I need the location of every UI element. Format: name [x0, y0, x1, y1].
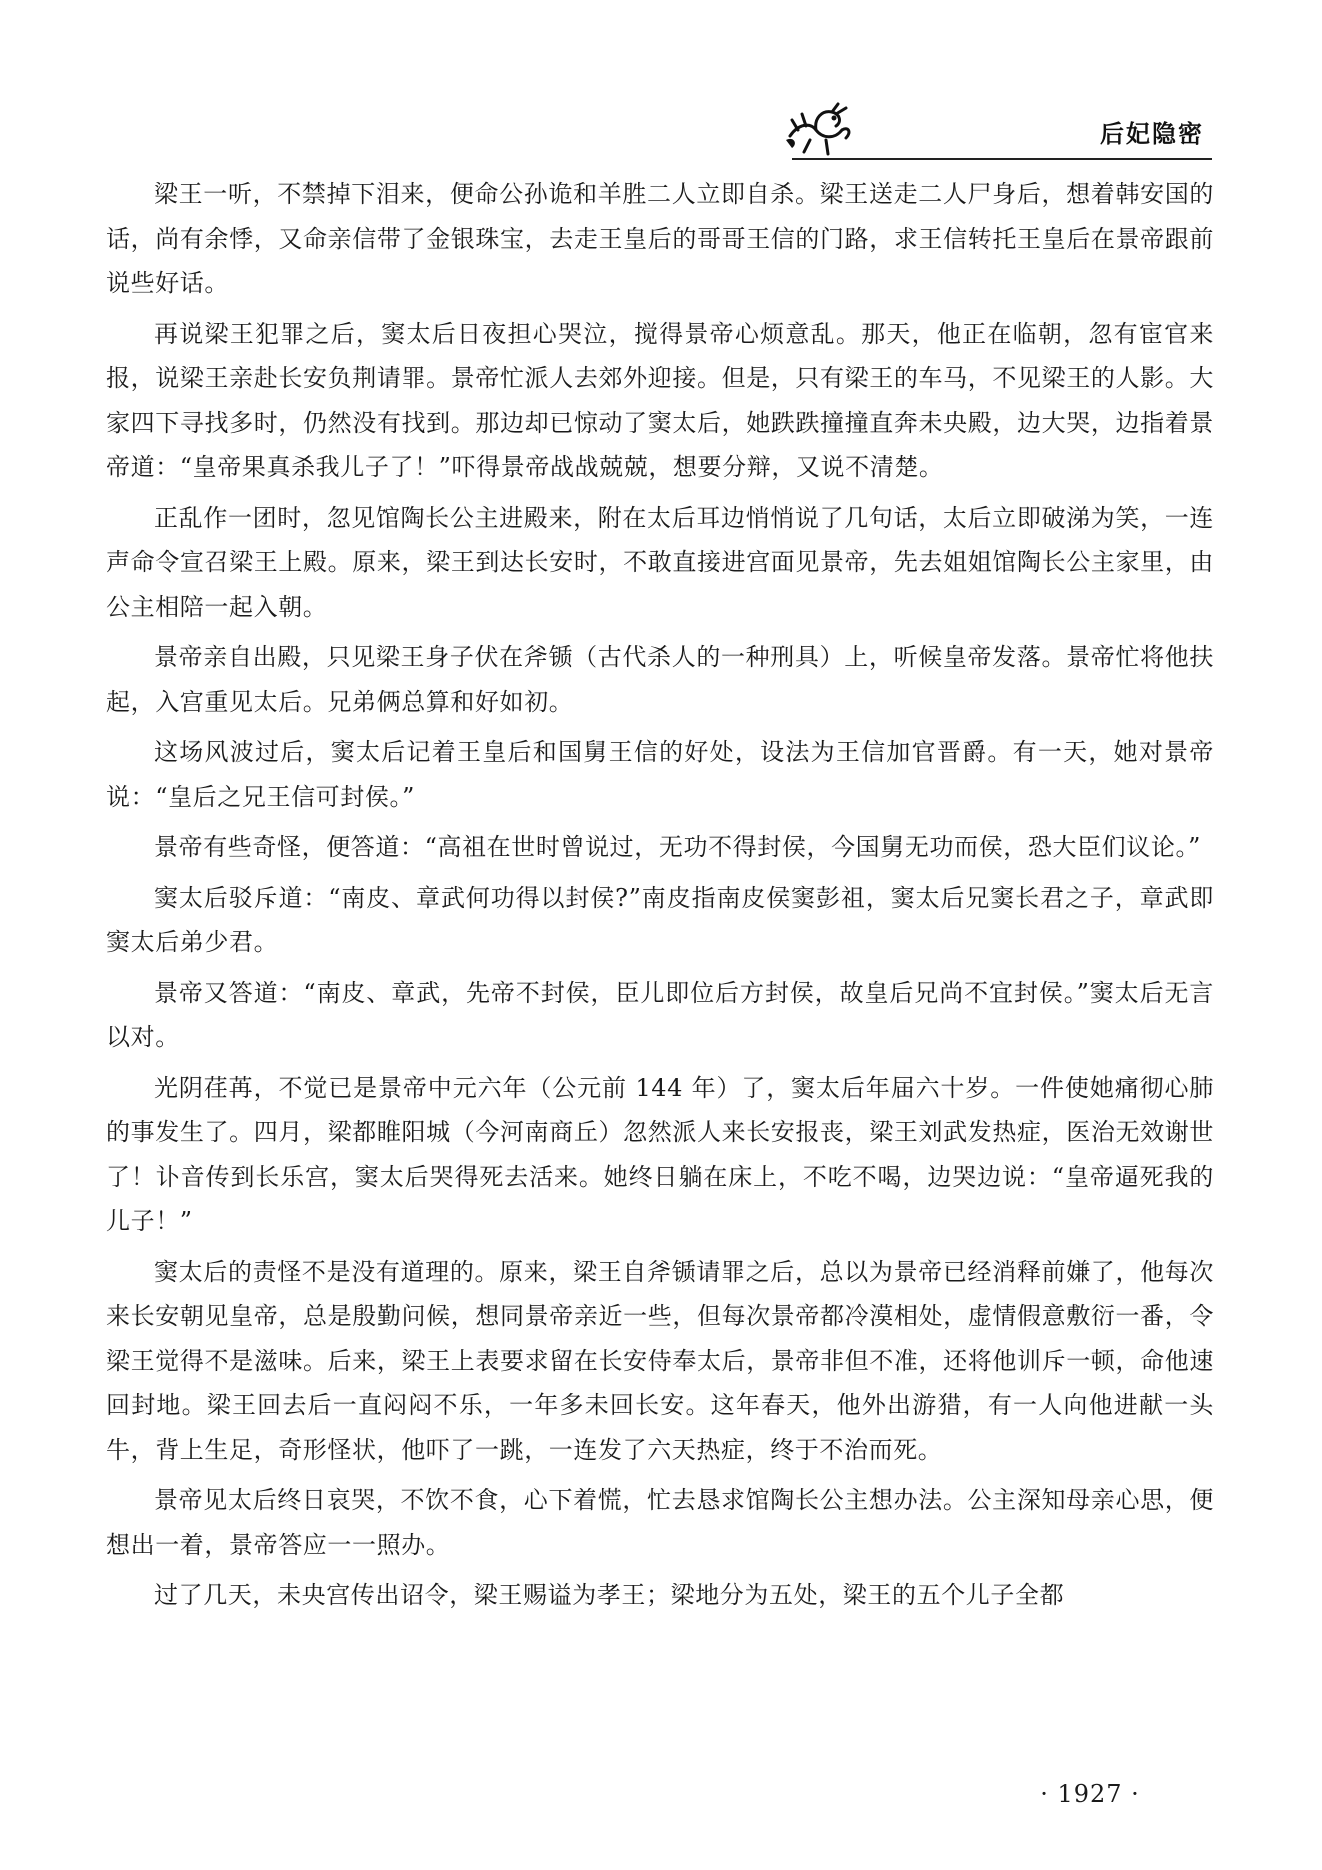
paragraph: 景帝有些奇怪，便答道：“高祖在世时曾说过，无功不得封侯，今国舅无功而侯，恐大臣们议论。” — [154, 833, 1201, 861]
dragon-emblem-icon — [780, 96, 860, 162]
paragraph: 景帝见太后终日哀哭，不饮不食，心下着慌，忙去恳求馆陶长公主想办法。公主深知母亲心思，便想出一着，景帝答应一一照办。 — [106, 1486, 1214, 1559]
paragraph: 景帝又答道：“南皮、章武，先帝不封侯，臣儿即位后方封侯，故皇后兄尚不宜封侯。”窦太后无言以对。 — [106, 978, 1214, 1051]
paragraph: 光阴荏苒，不觉已是景帝中元六年（公元前 144 年）了，窦太后年届六十岁。一件使她痛彻心肺的事发生了。四月，梁都睢阳城（今河南商丘）忽然派人来长安报丧，梁王刘武发热症，医治无效谢世了！讣音传到长乐宫，窦太后哭得死去活来。她终日躺在床上，不吃不喝，边哭边说：“皇帝逼死我的儿子！” — [106, 1073, 1214, 1235]
body-text — [106, 172, 1214, 1624]
paragraph: 窦太后驳斥道：“南皮、章武何功得以封侯?”南皮指南皮侯窦彭祖，窦太后兄窦长君之子，章武即窦太后弟少君。 — [106, 883, 1214, 956]
running-header — [780, 96, 1212, 162]
header-rule — [792, 158, 1212, 160]
paragraph: 这场风波过后，窦太后记着王皇后和国舅王信的好处，设法为王信加官晋爵。有一天，她对景帝说：“皇后之兄王信可封侯。” — [106, 738, 1214, 811]
paragraph: 梁王一听，不禁掉下泪来，便命公孙诡和羊胜二人立即自杀。梁王送走二人尸身后，想着韩安国的话，尚有余悸，又命亲信带了金银珠宝，去走王皇后的哥哥王信的门路，求王信转托王皇后在景帝跟前说些好话。 — [106, 180, 1214, 297]
paragraph: 景帝亲自出殿，只见梁王身子伏在斧锧（古代杀人的一种刑具）上，听候皇帝发落。景帝忙将他扶起，入宫重见太后。兄弟俩总算和好如初。 — [106, 643, 1214, 716]
paragraph: 窦太后的责怪不是没有道理的。原来，梁王自斧锧请罪之后，总以为景帝已经消释前嫌了，他每次来长安朝见皇帝，总是殷勤问候，想同景帝亲近一些，但每次景帝都冷漠相处，虚情假意敷衍一番，令梁王觉得不是滋味。后来，梁王上表要求留在长安侍奉太后，景帝非但不准，还将他训斥一顿，命他速回封地。梁王回去后一直闷闷不乐，一年多未回长安。这年春天，他外出游猎，有一人向他进献一头牛，背上生足，奇形怪状，他吓了一跳，一连发了六天热症，终于不治而死。 — [106, 1257, 1214, 1464]
page-number: · 1927 · — [1040, 1780, 1140, 1808]
paragraph: 再说梁王犯罪之后，窦太后日夜担心哭泣，搅得景帝心烦意乱。那天，他正在临朝，忽有宦官来报，说梁王亲赴长安负荆请罪。景帝忙派人去郊外迎接。但是，只有梁王的车马，不见梁王的人影。大家四下寻找多时，仍然没有找到。那边却已惊动了窦太后，她跌跌撞撞直奔未央殿，边大哭，边指着景帝道：“皇帝果真杀我儿子了！”吓得景帝战战兢兢，想要分辩，又说不清楚。 — [106, 319, 1214, 481]
paragraph: 过了几天，未央宫传出诏令，梁王赐谥为孝王；梁地分为五处，梁王的五个儿子全都 — [154, 1581, 1065, 1609]
running-header-title: 后妃隐密 — [1100, 120, 1204, 148]
paragraph: 正乱作一团时，忽见馆陶长公主进殿来，附在太后耳边悄悄说了几句话，太后立即破涕为笑，一连声命令宣召梁王上殿。原来，梁王到达长安时，不敢直接进宫面见景帝，先去姐姐馆陶长公主家里，由公主相陪一起入朝。 — [106, 503, 1214, 621]
